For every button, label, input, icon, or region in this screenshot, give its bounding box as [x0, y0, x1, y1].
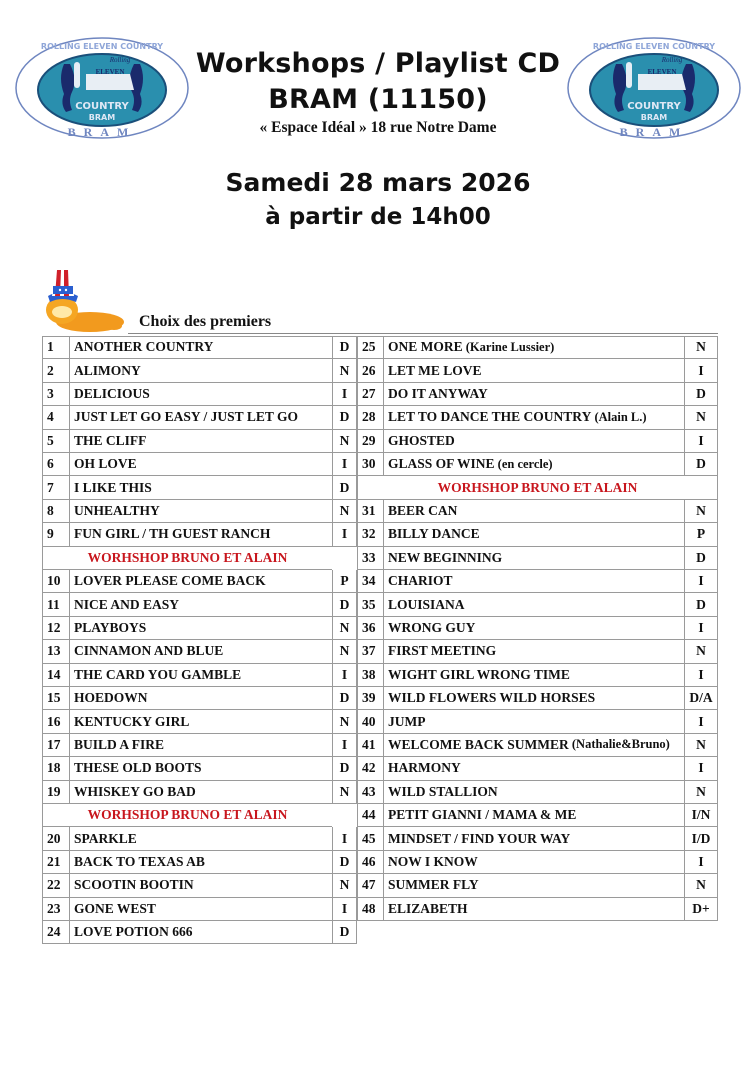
song-title-cell — [70, 781, 332, 803]
playlist-row — [357, 336, 718, 359]
song-number: 30 — [357, 453, 384, 475]
song-title: OH LOVE — [74, 456, 137, 472]
playlist-row — [42, 757, 357, 780]
song-number: 43 — [357, 781, 384, 803]
song-title: GONE WEST — [74, 900, 156, 916]
song-title-cell — [384, 359, 684, 381]
playlist-row — [42, 874, 357, 897]
level-code: I — [684, 430, 718, 452]
playlist-row — [357, 827, 718, 850]
playlist-row — [42, 336, 357, 359]
song-title-cell — [384, 500, 684, 522]
playlist-row — [357, 547, 718, 570]
playlist-row — [357, 383, 718, 406]
playlist-row — [42, 406, 357, 429]
song-title: KENTUCKY GIRL — [74, 713, 190, 729]
level-code: D — [332, 406, 357, 428]
song-title: LET ME LOVE — [388, 362, 482, 378]
page-title-line1: Workshops / Playlist CD — [195, 48, 561, 79]
level-code: D — [332, 687, 357, 709]
logo-ring-text: ROLLING ELEVEN COUNTRY — [592, 42, 716, 51]
level-code: I — [684, 359, 718, 381]
song-title-cell — [384, 570, 684, 592]
level-code: D — [332, 593, 357, 615]
song-title-cell — [384, 898, 684, 920]
playlist-row — [357, 453, 718, 476]
playlist-table — [42, 336, 718, 945]
playlist-row — [357, 781, 718, 804]
level-code: I — [332, 383, 357, 405]
page-title-line2: BRAM (11150) — [268, 84, 488, 115]
song-number: 34 — [357, 570, 384, 592]
mascot-cat-icon — [40, 266, 126, 334]
logo-script-text: Rolling — [109, 56, 131, 64]
playlist-row — [42, 570, 357, 593]
song-number: 18 — [42, 757, 70, 779]
song-title: CINNAMON AND BLUE — [74, 643, 224, 659]
level-code: I — [332, 898, 357, 920]
song-title-cell — [384, 827, 684, 849]
song-title-cell — [384, 453, 684, 475]
song-title: BACK TO TEXAS AB — [74, 853, 205, 869]
song-number: 21 — [42, 851, 70, 873]
playlist-row — [357, 617, 718, 640]
song-number: 25 — [357, 336, 384, 358]
song-title: JUMP — [388, 713, 426, 729]
song-title: LOUISIANA — [388, 596, 465, 612]
song-number: 37 — [357, 640, 384, 662]
song-title-cell — [70, 617, 332, 639]
logo-center-text: ELEVEN — [647, 68, 677, 76]
level-code: I/D — [684, 827, 718, 849]
song-number: 28 — [357, 406, 384, 428]
song-title: WILD STALLION — [388, 783, 498, 799]
song-number: 33 — [357, 547, 384, 569]
song-title-cell — [70, 523, 332, 545]
song-number: 3 — [42, 383, 70, 405]
level-code: D — [332, 336, 357, 358]
logo-bottom-text: BRAM — [619, 125, 689, 139]
level-code: I — [684, 570, 718, 592]
song-title-cell — [384, 757, 684, 779]
song-title: ANOTHER COUNTRY — [74, 339, 214, 355]
level-code: I — [332, 453, 357, 475]
club-logo-left — [14, 36, 190, 140]
song-title: WHISKEY GO BAD — [74, 783, 196, 799]
song-title-cell — [384, 617, 684, 639]
playlist-row — [42, 359, 357, 382]
playlist-row — [42, 851, 357, 874]
song-title-cell — [70, 710, 332, 732]
level-code: N — [684, 734, 718, 756]
song-title-cell — [70, 664, 332, 686]
playlist-row — [42, 500, 357, 523]
song-number: 15 — [42, 687, 70, 709]
level-code: I — [684, 757, 718, 779]
song-title: SCOOTIN BOOTIN — [74, 877, 194, 893]
song-number: 32 — [357, 523, 384, 545]
playlist-row — [357, 640, 718, 663]
song-number: 2 — [42, 359, 70, 381]
song-title: WELCOME BACK SUMMER — [388, 736, 569, 752]
playlist-row — [42, 710, 357, 733]
song-title: LOVE POTION 666 — [74, 924, 193, 940]
playlist-row — [42, 617, 357, 640]
song-title-cell — [70, 500, 332, 522]
playlist-row — [357, 430, 718, 453]
song-number: 45 — [357, 827, 384, 849]
playlist-row — [357, 523, 718, 546]
level-code: N — [332, 781, 357, 803]
song-choreographer-note: (Karine Lussier) — [462, 339, 555, 354]
song-title-cell — [384, 664, 684, 686]
song-title: LOVER PLEASE COME BACK — [74, 573, 266, 589]
playlist-row — [42, 687, 357, 710]
song-number: 23 — [42, 898, 70, 920]
song-number: 9 — [42, 523, 70, 545]
song-title: ALIMONY — [74, 362, 141, 378]
song-title: THESE OLD BOOTS — [74, 760, 202, 776]
song-title-cell — [70, 687, 332, 709]
song-title: CHARIOT — [388, 573, 453, 589]
playlist-row — [42, 898, 357, 921]
logo-line2: BRAM — [640, 113, 668, 122]
song-title: GHOSTED — [388, 432, 455, 448]
song-number: 11 — [42, 593, 70, 615]
song-title: WRONG GUY — [388, 619, 476, 635]
playlist-row — [357, 500, 718, 523]
song-title: BUILD A FIRE — [74, 736, 165, 752]
song-title-cell — [384, 781, 684, 803]
playlist-row — [357, 687, 718, 710]
level-code: D — [684, 547, 718, 569]
level-code: D+ — [684, 898, 718, 920]
level-code: I — [684, 617, 718, 639]
song-title-cell — [384, 804, 684, 826]
song-title: NOW I KNOW — [388, 853, 478, 869]
song-number: 46 — [357, 851, 384, 873]
song-title: THE CLIFF — [74, 432, 147, 448]
song-title: MINDSET / FIND YOUR WAY — [388, 830, 571, 846]
level-code: N — [684, 781, 718, 803]
song-title: ONE MORE — [388, 339, 463, 355]
song-title-cell — [70, 359, 332, 381]
song-title: HARMONY — [388, 760, 461, 776]
song-number: 5 — [42, 430, 70, 452]
song-number: 14 — [42, 664, 70, 686]
song-number: 36 — [357, 617, 384, 639]
playlist-row — [357, 359, 718, 382]
song-title-cell — [70, 898, 332, 920]
level-code: D — [684, 383, 718, 405]
song-title: SPARKLE — [74, 830, 137, 846]
level-code: N — [684, 406, 718, 428]
logo-line2: BRAM — [88, 113, 116, 122]
song-choreographer-note: (en cercle) — [494, 456, 553, 471]
playlist-row — [42, 781, 357, 804]
playlist-row — [357, 804, 718, 827]
song-title-cell — [70, 453, 332, 475]
playlist-row — [357, 593, 718, 616]
playlist-row — [42, 640, 357, 663]
playlist-row — [357, 710, 718, 733]
song-title: UNHEALTHY — [74, 502, 160, 518]
song-title-cell — [70, 851, 332, 873]
logo-center-text: ELEVEN — [95, 68, 125, 76]
song-title-cell — [384, 593, 684, 615]
song-title-cell — [70, 406, 332, 428]
logo-line1: COUNTRY — [75, 101, 129, 112]
song-title: PETIT GIANNI / MAMA & ME — [388, 807, 577, 823]
song-title: LET TO DANCE THE COUNTRY — [388, 409, 592, 425]
level-code: D — [684, 593, 718, 615]
song-number: 19 — [42, 781, 70, 803]
playlist-row — [357, 898, 718, 921]
song-title-cell — [384, 523, 684, 545]
song-title: WIGHT GIRL WRONG TIME — [388, 666, 570, 682]
song-number: 26 — [357, 359, 384, 381]
song-number: 29 — [357, 430, 384, 452]
level-code: D/A — [684, 687, 718, 709]
workshop-banner: WORHSHOP BRUNO ET ALAIN — [42, 547, 332, 570]
playlist-row — [357, 406, 718, 429]
event-datetime — [150, 166, 606, 234]
level-code: N — [684, 336, 718, 358]
level-code: N — [332, 359, 357, 381]
level-code: I — [332, 827, 357, 849]
song-title: HOEDOWN — [74, 690, 148, 706]
song-title-cell — [384, 547, 684, 569]
level-code: I — [684, 710, 718, 732]
song-number: 47 — [357, 874, 384, 896]
playlist-row — [42, 453, 357, 476]
song-choreographer-note: (Nathalie&Bruno) — [568, 737, 670, 752]
level-code: D — [332, 476, 357, 498]
song-number: 6 — [42, 453, 70, 475]
song-title: DO IT ANYWAY — [388, 385, 488, 401]
song-title-cell — [70, 827, 332, 849]
song-title-cell — [384, 336, 684, 358]
playlist-row — [42, 383, 357, 406]
song-number: 22 — [42, 874, 70, 896]
song-title-cell — [70, 593, 332, 615]
level-code: N — [332, 500, 357, 522]
song-number: 48 — [357, 898, 384, 920]
song-title: THE CARD YOU GAMBLE — [74, 666, 242, 682]
song-title-cell — [70, 757, 332, 779]
song-title: BEER CAN — [388, 502, 458, 518]
song-title-cell — [70, 640, 332, 662]
song-number: 8 — [42, 500, 70, 522]
song-number: 35 — [357, 593, 384, 615]
club-logo-right — [566, 36, 742, 140]
song-title: FUN GIRL / TH GUEST RANCH — [74, 526, 271, 542]
playlist-row — [42, 664, 357, 687]
level-code: D — [332, 851, 357, 873]
level-code: D — [332, 757, 357, 779]
event-time: à partir de 14h00 — [265, 204, 491, 230]
song-number: 7 — [42, 476, 70, 498]
level-code: I — [684, 851, 718, 873]
song-number: 27 — [357, 383, 384, 405]
playlist-row — [357, 734, 718, 757]
song-title-cell — [70, 874, 332, 896]
level-code: I — [332, 734, 357, 756]
song-title: GLASS OF WINE — [388, 456, 495, 472]
workshop-banner: WORHSHOP BRUNO ET ALAIN — [357, 476, 718, 499]
song-title: NICE AND EASY — [74, 596, 180, 612]
song-title: FIRST MEETING — [388, 643, 497, 659]
playlist-row — [357, 757, 718, 780]
song-title: PLAYBOYS — [74, 619, 147, 635]
song-number: 31 — [357, 500, 384, 522]
workshop-banner: WORHSHOP BRUNO ET ALAIN — [42, 804, 332, 827]
level-code: D — [332, 921, 357, 943]
song-number: 17 — [42, 734, 70, 756]
level-code: D — [684, 453, 718, 475]
logo-line1: COUNTRY — [627, 101, 681, 112]
song-title: BILLY DANCE — [388, 526, 480, 542]
song-number: 41 — [357, 734, 384, 756]
song-title-cell — [384, 430, 684, 452]
section-divider — [128, 333, 718, 334]
level-code: P — [684, 523, 718, 545]
venue-address: « Espace Idéal » 18 rue Notre Dame — [259, 119, 497, 136]
song-title: ELIZABETH — [388, 900, 468, 916]
song-title-cell — [70, 430, 332, 452]
song-title-cell — [384, 851, 684, 873]
song-title: JUST LET GO EASY / JUST LET GO — [74, 409, 298, 425]
song-choreographer-note: (Alain L.) — [591, 409, 647, 424]
playlist-row — [357, 874, 718, 897]
song-title-cell — [70, 476, 332, 498]
song-title: WILD FLOWERS WILD HORSES — [388, 690, 596, 706]
playlist-row — [42, 734, 357, 757]
level-code: P — [332, 570, 357, 592]
song-title-cell — [384, 734, 684, 756]
song-number: 10 — [42, 570, 70, 592]
level-code: N — [332, 710, 357, 732]
song-number: 24 — [42, 921, 70, 943]
playlist-row — [42, 593, 357, 616]
level-code: N — [684, 874, 718, 896]
section-title: Choix des premiers — [139, 313, 272, 330]
song-title-cell — [384, 874, 684, 896]
song-number: 40 — [357, 710, 384, 732]
playlist-row — [42, 523, 357, 546]
song-title-cell — [70, 383, 332, 405]
song-number: 12 — [42, 617, 70, 639]
logo-script-text: Rolling — [661, 56, 683, 64]
song-title-cell — [384, 710, 684, 732]
song-number: 20 — [42, 827, 70, 849]
event-date: Samedi 28 mars 2026 — [225, 168, 531, 197]
level-code: N — [332, 640, 357, 662]
song-title-cell — [70, 336, 332, 358]
playlist-row — [357, 570, 718, 593]
song-number: 42 — [357, 757, 384, 779]
level-code: I — [684, 664, 718, 686]
song-title: I LIKE THIS — [74, 479, 152, 495]
song-number: 38 — [357, 664, 384, 686]
song-title: DELICIOUS — [74, 385, 150, 401]
playlist-row — [42, 476, 357, 499]
song-title-cell — [384, 383, 684, 405]
song-number: 16 — [42, 710, 70, 732]
playlist-row — [357, 664, 718, 687]
level-code: I/N — [684, 804, 718, 826]
level-code: I — [332, 664, 357, 686]
level-code: I — [332, 523, 357, 545]
playlist-row — [42, 827, 357, 850]
logo-ring-text: ROLLING ELEVEN COUNTRY — [40, 42, 164, 51]
playlist-row — [42, 921, 357, 944]
song-number: 1 — [42, 336, 70, 358]
song-number: 44 — [357, 804, 384, 826]
level-code: N — [684, 500, 718, 522]
level-code: N — [684, 640, 718, 662]
level-code: N — [332, 874, 357, 896]
playlist-row — [357, 851, 718, 874]
song-title-cell — [384, 406, 684, 428]
playlist-row — [42, 430, 357, 453]
song-title: NEW BEGINNING — [388, 549, 503, 565]
song-title: SUMMER FLY — [388, 877, 479, 893]
song-number: 4 — [42, 406, 70, 428]
level-code: N — [332, 430, 357, 452]
song-number: 39 — [357, 687, 384, 709]
song-number: 13 — [42, 640, 70, 662]
song-title-cell — [70, 921, 332, 943]
song-title-cell — [384, 640, 684, 662]
song-title-cell — [384, 687, 684, 709]
song-title-cell — [70, 734, 332, 756]
song-title-cell — [70, 570, 332, 592]
logo-bottom-text: BRAM — [67, 125, 137, 139]
page-header — [190, 46, 566, 138]
level-code: N — [332, 617, 357, 639]
